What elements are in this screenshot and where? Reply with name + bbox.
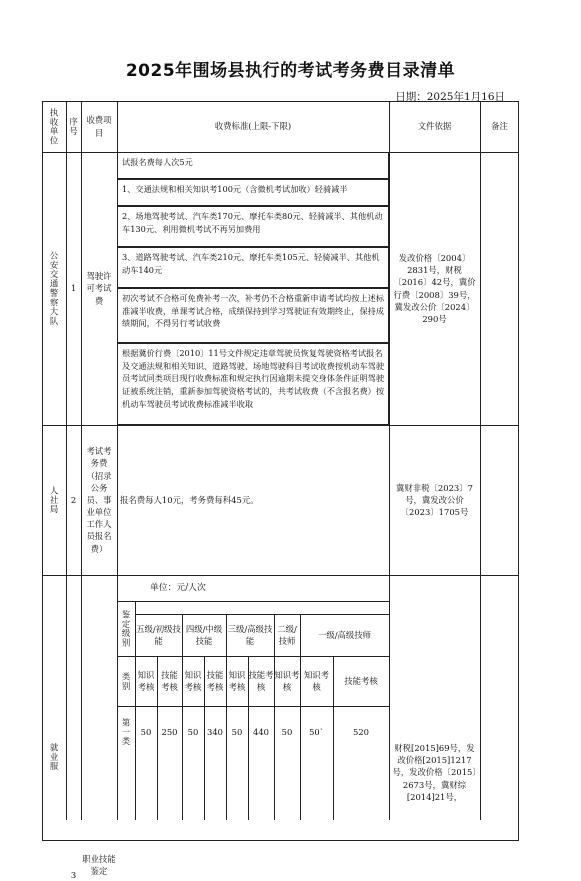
document-date: 日期：2025年1月16日 bbox=[395, 91, 505, 103]
sub-header: 技能考核 bbox=[161, 669, 178, 692]
fee-value: 50 bbox=[231, 726, 243, 737]
fee-value: 50 bbox=[140, 726, 152, 737]
row1-item: 驾驶许可考试费 bbox=[86, 271, 112, 306]
sub-header: 知识考核 bbox=[228, 669, 246, 692]
header-item: 收费项目 bbox=[86, 115, 112, 138]
row1-standard-line: 2、场地驾驶考试、汽车类170元、摩托车类80元、轻骑减半、其他机动车130元、利用微机考试不再另加费用 bbox=[117, 206, 389, 247]
row3-unit: 就业服 bbox=[49, 743, 60, 772]
fee-value: 440 bbox=[253, 726, 269, 737]
fee-value: 520 bbox=[353, 726, 369, 737]
fee-value: 50` bbox=[309, 726, 324, 737]
header-unit: 执收单位 bbox=[49, 107, 60, 146]
first-category: 第一类 bbox=[121, 717, 132, 747]
level-3: 三级/高级技能 bbox=[227, 623, 273, 646]
row1-basis: 发改价格〔2004〕2831号，财税〔2016〕42号，冀价行费〔2008〕39号，冀发改公价〔2024〕290号 bbox=[393, 252, 476, 324]
row2-basis: 冀财非税〔2023〕7号，冀发改公价〔2023〕1705号 bbox=[396, 482, 473, 518]
row1-standard-line: 初次考试不合格可免费补考一次，补考仍不合格重新申请考试均按上述标准减半收费，单课考试合格，成绩保持到学习驾驶证有效期终止，保持成绩期间，不得另行考试收费 bbox=[117, 288, 389, 343]
row3-item: 职业技能鉴定 bbox=[82, 853, 116, 876]
sub-header: 知识考核 bbox=[184, 669, 202, 692]
row1-standard-line: 1、交通法规和相关知识考100元（含微机考试加收）轻骑减半 bbox=[117, 179, 389, 206]
row2-unit: 人社局 bbox=[49, 485, 60, 515]
fee-value: 50 bbox=[281, 726, 293, 737]
sub-header: 技能考核 bbox=[206, 669, 224, 692]
level-4: 二级/技师 bbox=[277, 623, 297, 646]
row2-item: 考试考务费（招录公务员、事业单位工作人员报名费） bbox=[86, 446, 112, 554]
level-2: 四级/中级技能 bbox=[185, 623, 223, 646]
row1-standard-line: 根据冀价行费〔2010〕11号文件规定违章驾驶员恢复驾驶资格考试报名及交通法规和相关知识、道路驾驶、场地驾驶科目考试收费按机动车驾驶员考试同类项目现行收费标准和规定执行因逾期未提交身体条件证明驾驶证被系统注销，重新参加驾驶资格考试的，共考试收费（不含报名费）按机动车驾驶员考试收费标准减半收取 bbox=[117, 343, 389, 425]
sub-header: 技能考核 bbox=[248, 669, 274, 692]
level-5: 一级/高级技师 bbox=[317, 629, 372, 640]
sub-header: 技能考核 bbox=[344, 675, 378, 686]
col-divider bbox=[480, 101, 481, 820]
sub-header: 知识考核 bbox=[274, 669, 300, 692]
row1-unit: 公安交通警察大队 bbox=[49, 250, 60, 327]
page-title: 2025年围场县执行的考试考务费目录清单 bbox=[125, 61, 456, 81]
header-standard: 收费标准(上限-下限) bbox=[214, 121, 292, 132]
sub-header: 知识考核 bbox=[137, 669, 155, 692]
row2-standard: 报名费每人10元，考务费每科45元。 bbox=[120, 494, 259, 505]
row1-seq: 1 bbox=[70, 283, 77, 294]
header-note: 备注 bbox=[491, 121, 508, 132]
fee-value: 50 bbox=[187, 726, 199, 737]
subtable-line bbox=[117, 601, 389, 602]
header-basis: 文件依据 bbox=[417, 121, 452, 132]
row1-standard-line: 试报名费每人次5元 bbox=[117, 152, 389, 179]
row1-standard-line: 3、道路驾驶考试、汽车类210元、摩托车类105元、轻骑减半、其他机动车140元 bbox=[117, 247, 389, 288]
sub-header: 知识考核 bbox=[303, 669, 330, 692]
level-1: 五级/初级技能 bbox=[136, 623, 181, 646]
row3-basis: 财税[2015]69号，发改价格[2015]1217号，发改价格〔2015〕2673号，冀财综[2014]21号， bbox=[392, 743, 477, 802]
row2-seq: 2 bbox=[70, 494, 77, 505]
header-seq: 序号 bbox=[68, 117, 79, 136]
subtable-unit-label: 单位：元/人次 bbox=[150, 583, 206, 593]
fee-value: 340 bbox=[207, 726, 223, 737]
row3-seq: 3 bbox=[70, 869, 77, 880]
fee-value: 250 bbox=[161, 726, 178, 737]
level-label: 鉴定级别 bbox=[121, 609, 132, 648]
category-label: 类别 bbox=[121, 671, 132, 691]
